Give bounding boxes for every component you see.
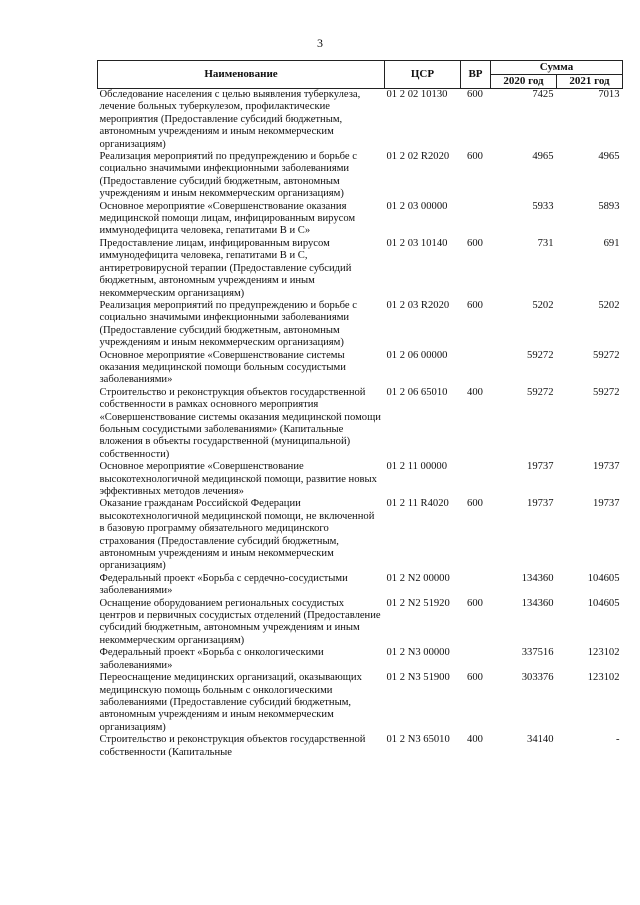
row-sum-2021: 123102 [587,672,620,684]
row-sum-2020: 7425 [532,89,554,100]
row-sum-2021: - [615,734,620,746]
row-csr: 01 2 11 R4020 [386,498,449,510]
row-vr: 600 [467,151,483,163]
row-sum-2020: 19737 [527,498,554,510]
row-sum-2020: 134360 [521,572,554,584]
row-csr: 01 2 03 R2020 [386,299,450,311]
table-row [98,387,623,461]
row-name: Основное мероприятие «Совершенствование высокотехнологичной медицинской помощи, развитие новых эффективных методов лечения» [99,461,377,497]
row-sum-2021: 5893 [598,200,620,212]
row-vr: 600 [467,89,483,100]
row-name: Федеральный проект «Борьба с сердечно-сосудистыми заболеваниями» [99,572,348,597]
row-name: Оснащение оборудованием региональных сосудистых центров и первичных сосудистых отделений (Предоставление субсидий бюджетным, автономным учреждениям и иным некоммерческим организациям) [99,597,381,646]
header-csr: ЦСР [385,61,461,89]
row-sum-2021: 104605 [587,572,620,584]
row-vr [461,201,491,238]
row-csr: 01 2 11 00000 [386,461,448,473]
row-sum-2021: 123102 [587,647,620,659]
table-row [98,734,623,759]
row-sum-2021: 5202 [598,299,620,311]
row-sum-2021: 19737 [593,498,620,510]
row-vr [461,573,491,598]
row-sum-2021: 691 [603,237,620,249]
table-row [98,151,623,201]
table-row [98,201,623,238]
table-row [98,89,623,152]
table-row [98,647,623,672]
header-name: Наименование [98,61,385,89]
header-sum: Сумма [491,61,623,75]
row-csr: 01 2 N3 51900 [386,672,450,684]
row-vr: 400 [467,386,483,398]
row-vr [461,461,491,498]
row-name: Строительство и реконструкция объектов государственной собственности в рамках основного мероприятия «Совершенствование системы оказания медицинской помощи больным сосудистыми заболеваниями» (Капитальные вложения в объекты государственной (муниципальной) собственности) [99,386,381,460]
row-sum-2020: 303376 [521,672,554,684]
row-sum-2021: 4965 [598,151,620,163]
row-csr: 01 2 06 00000 [386,349,448,361]
table-row [98,672,623,734]
row-sum-2020: 59272 [527,386,554,398]
header-vr: ВР [461,61,491,89]
row-sum-2020: 337516 [521,647,554,659]
row-vr: 600 [467,672,483,684]
row-sum-2020: 19737 [527,461,554,473]
row-vr: 600 [467,597,483,609]
table-body [98,89,623,759]
row-csr: 01 2 03 00000 [386,200,448,212]
row-sum-2020: 59272 [527,349,554,361]
row-sum-2020: 5933 [532,200,554,212]
row-csr: 01 2 N3 00000 [386,647,450,659]
table-row [98,598,623,648]
budget-table [97,60,623,759]
row-sum-2020: 4965 [532,151,554,163]
row-vr [461,350,491,387]
table-row [98,573,623,598]
row-sum-2021: 7013 [598,89,620,100]
row-sum-2021: 19737 [593,461,620,473]
row-sum-2021: 59272 [593,386,620,398]
row-sum-2020: 5202 [532,299,554,311]
row-vr: 600 [467,299,483,311]
row-vr: 400 [467,734,483,746]
table-row [98,498,623,572]
row-vr [461,647,491,672]
row-name: Федеральный проект «Борьба с онкологическими заболеваниями» [99,647,324,671]
header-year-2020: 2020 год [491,75,557,89]
row-csr: 01 2 02 10130 [386,89,448,100]
row-name: Оказание гражданам Российской Федерации высокотехнологичной медицинской помощи, не включенной в базовую программу обязательного медицинского страхования (Предоставление субсидий бюджетным, автономным учреждениям и иным некоммерческим организациям) [99,498,375,572]
row-csr: 01 2 N2 51920 [386,597,450,609]
header-year-2021: 2021 год [557,75,623,89]
row-sum-2021: 59272 [593,349,620,361]
row-name: Строительство и реконструкция объектов государственной собственности (Капитальные [99,734,366,758]
row-name: Основное мероприятие «Совершенствование системы оказания медицинской помощи больным сосудистыми заболеваниями» [99,349,346,386]
row-vr: 600 [467,498,483,510]
table-header [98,61,623,89]
row-csr: 01 2 06 65010 [386,386,448,398]
row-name: Обследование населения с целью выявления туберкулеза, лечение больных туберкулезом, профилактические мероприятия (Предоставление субсидий бюджетным, автономным учреждениям и иным некоммерческим организациям) [99,89,361,150]
page-number: 3 [317,36,323,50]
row-name: Предоставление лицам, инфицированным вирусом иммунодефицита человека, гепатитами В и С, антиретровирусной терапии (Предоставление субсидий бюджетным, автономным учреждениям и иным некоммерческим организациям) [99,237,352,299]
row-csr: 01 2 N2 00000 [386,572,450,584]
row-sum-2020: 134360 [521,597,554,609]
row-csr: 01 2 02 R2020 [386,151,450,163]
table-row [98,238,623,300]
row-name: Реализация мероприятий по предупреждению и борьбе с социально значимыми инфекционными заболеваниями (Предоставление субсидий бюджетным, автономным учреждениям и иным некоммерческим организациям) [99,151,357,200]
row-name: Реализация мероприятий по предупреждению и борьбе с социально значимыми инфекционными заболеваниями (Предоставление субсидий бюджетным, автономным учреждениям и иным некоммерческим организациям) [99,299,357,349]
row-sum-2020: 731 [537,237,554,249]
row-csr: 01 2 03 10140 [386,237,448,249]
table-row [98,300,623,350]
row-name: Переоснащение медицинских организаций, оказывающих медицинскую помощь больным с онкологическими заболеваниями (Предоставление субсидий бюджетным, автономным учреждениям и иным некоммерческим организациям) [99,672,362,733]
row-sum-2021: 104605 [587,597,620,609]
row-vr: 600 [467,237,483,249]
table-row [98,350,623,387]
row-sum-2020: 34140 [527,734,554,746]
table-row [98,461,623,498]
row-name: Основное мероприятие «Совершенствование оказания медицинской помощи лицам, инфицированным вирусом иммунодефицита человека, гепатитами В и С» [99,200,356,237]
row-csr: 01 2 N3 65010 [386,734,450,746]
